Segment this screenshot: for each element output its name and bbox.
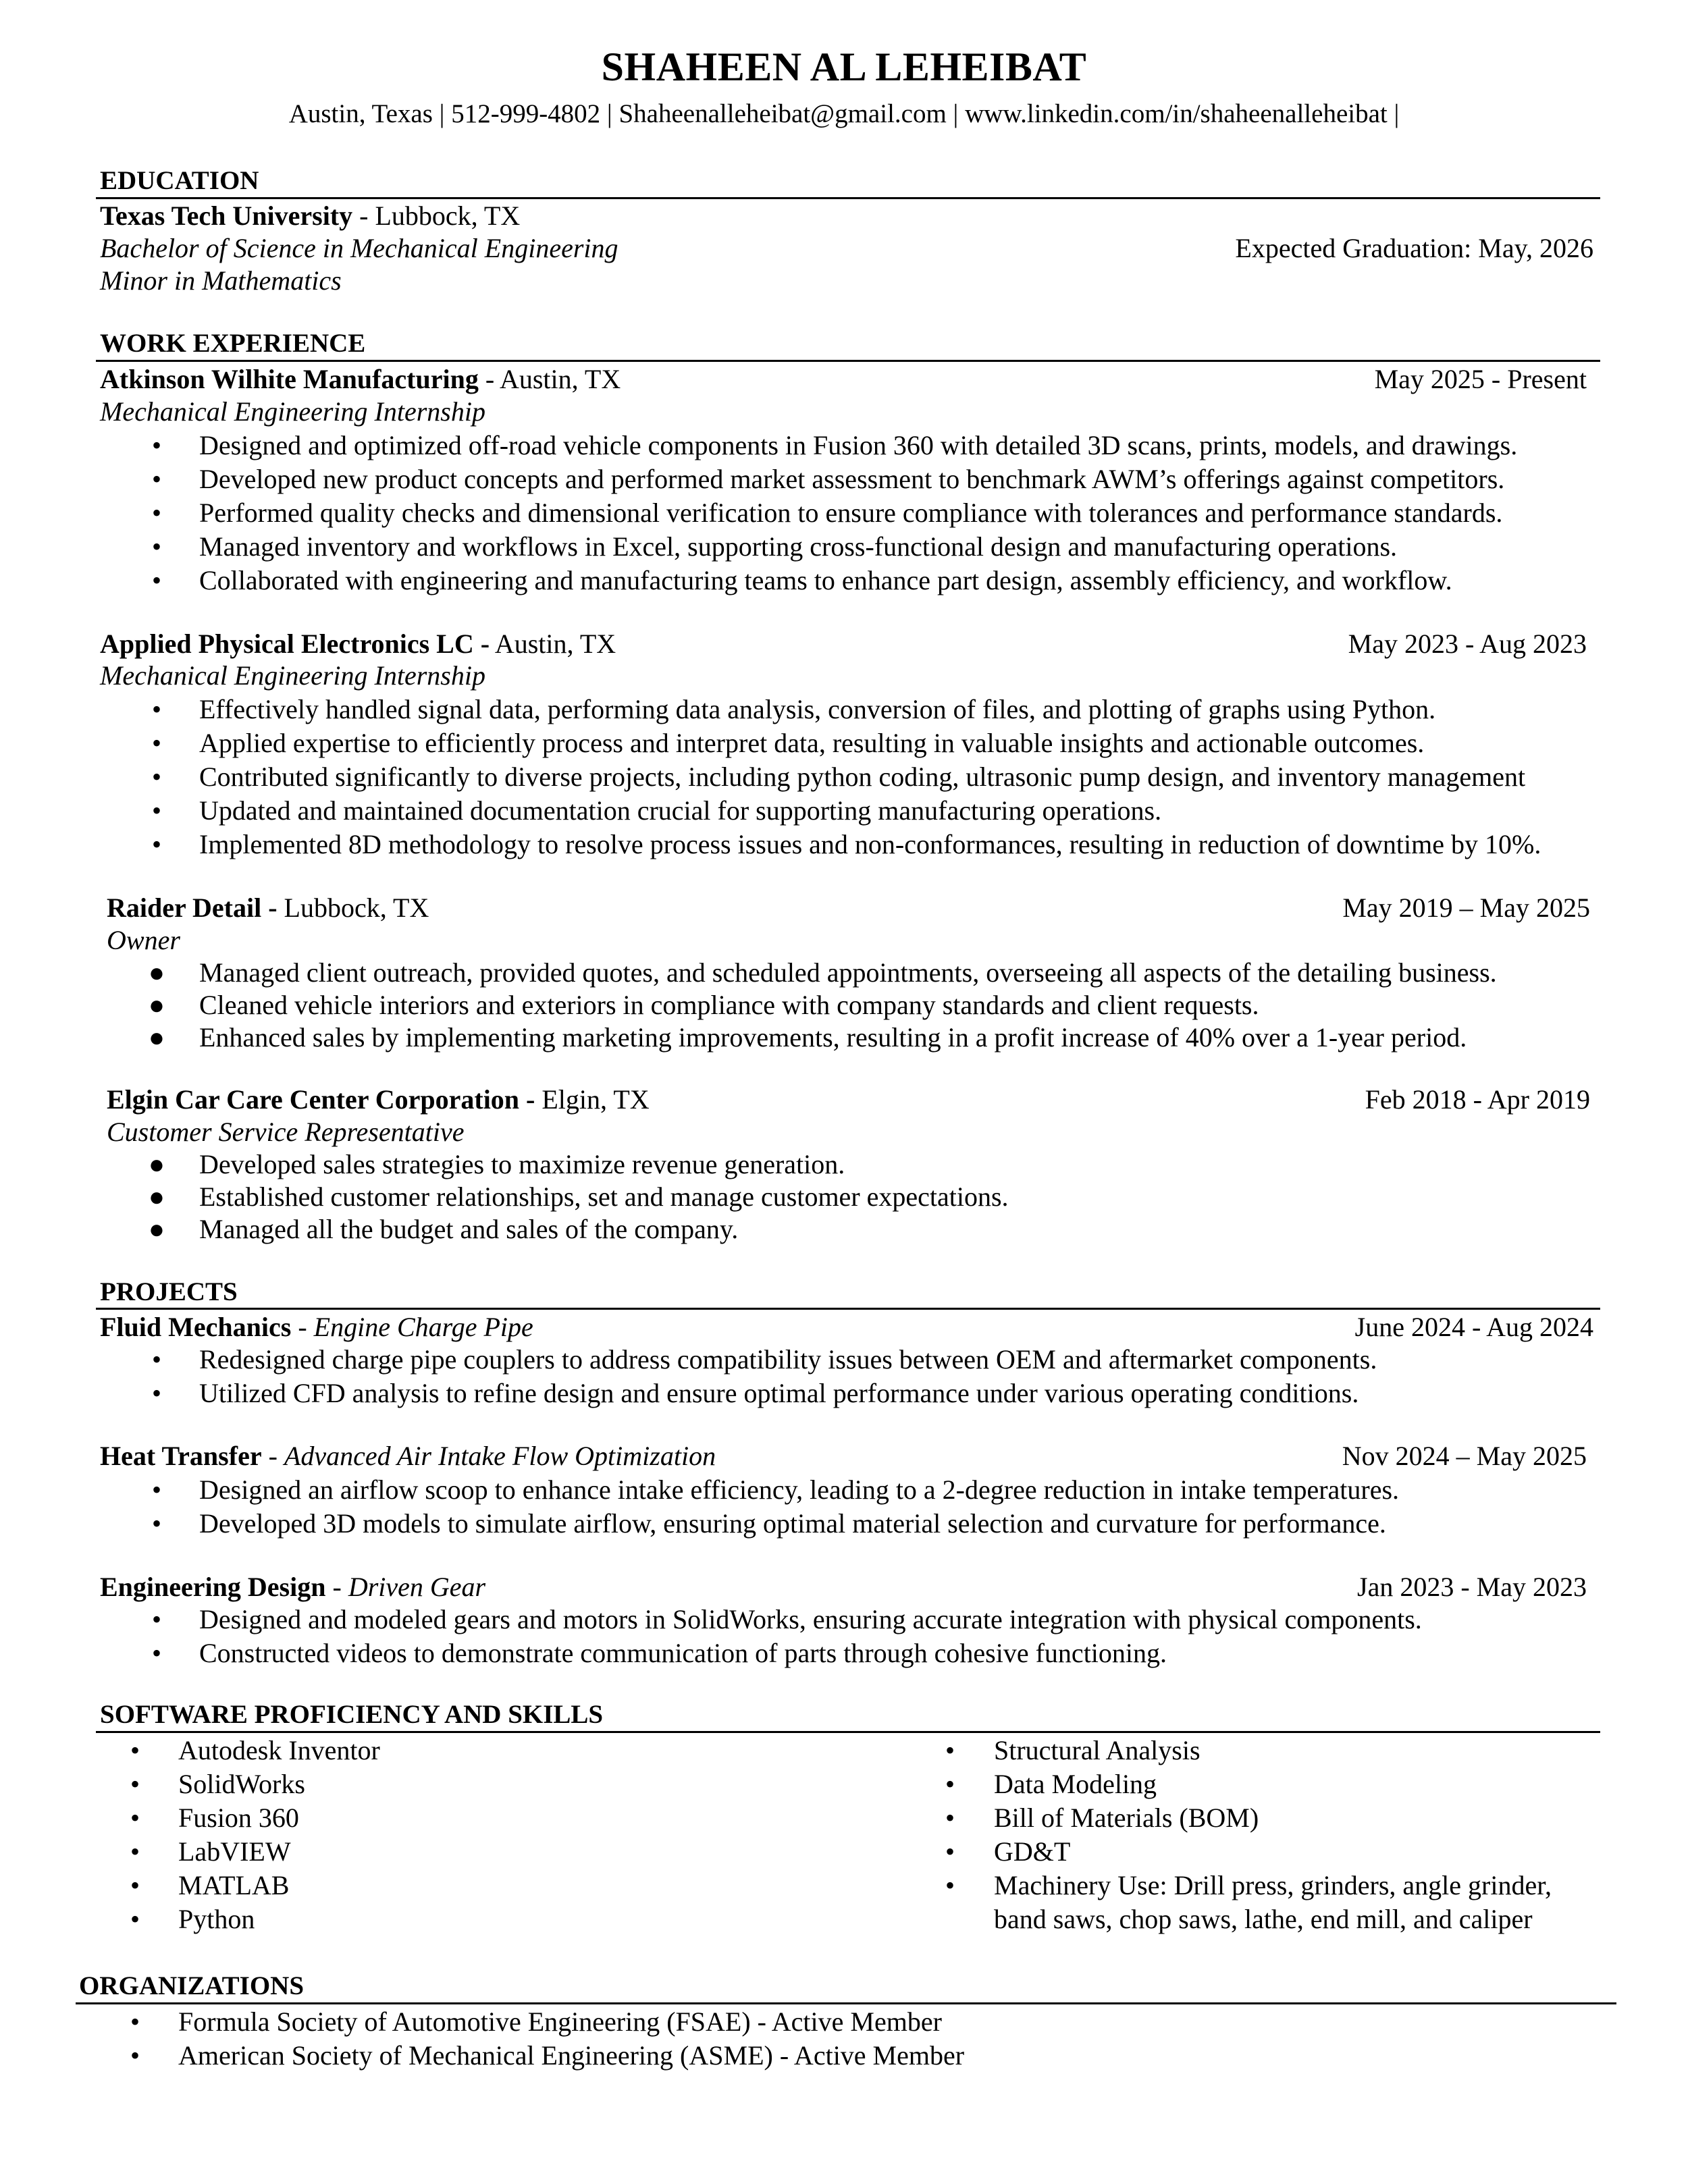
company-name: Raider Detail - (107, 893, 278, 923)
company-location: - Austin, TX (478, 364, 621, 394)
work-experience-rule (96, 360, 1600, 362)
job-role: Mechanical Engineering Internship (100, 660, 485, 691)
skills-rule (96, 1731, 1600, 1733)
bullet-dot: • (130, 2040, 140, 2071)
job-bullet: Designed and optimized off-road vehicle components in Fusion 360 with detailed 3D scans, prints, models, and drawings. (199, 430, 1518, 460)
job-bullet: Performed quality checks and dimensional verification to ensure compliance with tolerances and performance standards. (199, 498, 1503, 528)
contact-line: Austin, Texas | 512-999-4802 | Shaheenalleheibat@gmail.com | www.linkedin.com/in/shaheenalleheibat | (288, 99, 1400, 128)
project-separator: - (291, 1312, 314, 1342)
bullet-dot: • (130, 2006, 140, 2037)
skill-item: Machinery Use: Drill press, grinders, angle grinder, (994, 1870, 1552, 1900)
skill-item: Autodesk Inventor (178, 1735, 380, 1765)
bullet-dot: • (151, 565, 161, 595)
job-bullet: Cleaned vehicle interiors and exteriors in compliance with company standards and client requests. (199, 990, 1259, 1020)
job-role: Customer Service Representative (107, 1117, 465, 1147)
job-dates: Feb 2018 - Apr 2019 (1365, 1084, 1590, 1115)
project-course: Heat Transfer (100, 1441, 262, 1471)
job-header (107, 1083, 650, 1117)
bullet-dot: ● (148, 1149, 165, 1179)
organizations-rule (76, 2002, 1616, 2004)
skill-item-continuation: band saws, chop saws, lathe, end mill, and caliper (994, 1904, 1533, 1934)
project-bullet: Constructed videos to demonstrate communication of parts through cohesive functioning. (199, 1638, 1167, 1668)
bullet-dot: • (151, 795, 161, 826)
project-bullet: Developed 3D models to simulate airflow, ensuring optimal material selection and curvature for performance. (199, 1508, 1386, 1539)
graduation-date: Expected Graduation: May, 2026 (1235, 233, 1593, 263)
bullet-dot: • (130, 1769, 140, 1799)
skill-item: GD&T (994, 1836, 1071, 1867)
company-location: Austin, TX (490, 629, 616, 659)
education-heading: EDUCATION (100, 166, 259, 195)
job-role: Mechanical Engineering Internship (100, 396, 485, 427)
job-bullet: Developed new product concepts and performed market assessment to benchmark AWM’s offerings against competitors. (199, 464, 1505, 494)
bullet-dot: • (130, 1803, 140, 1833)
school-name: Texas Tech University (100, 201, 353, 231)
bullet-dot: • (151, 694, 161, 724)
job-header (100, 627, 616, 661)
project-dates: Nov 2024 – May 2025 (1342, 1441, 1587, 1471)
company-name: Atkinson Wilhite Manufacturing (100, 364, 479, 394)
job-dates: May 2025 - Present (1374, 364, 1587, 394)
bullet-dot: • (130, 1904, 140, 1934)
bullet-dot: ● (148, 1214, 165, 1244)
organization-item: American Society of Mechanical Engineering (ASME) - Active Member (178, 2040, 965, 2071)
candidate-name: SHAHEEN AL LEHEIBAT (601, 45, 1087, 89)
company-location: Elgin, TX (535, 1084, 650, 1115)
bullet-dot: ● (148, 1181, 165, 1212)
bullet-dot: • (151, 829, 161, 859)
skill-item: Bill of Materials (BOM) (994, 1803, 1259, 1833)
project-bullet: Utilized CFD analysis to refine design and ensure optimal performance under various operating conditions. (199, 1378, 1359, 1408)
job-role: Owner (107, 925, 180, 955)
bullet-dot: ● (148, 957, 165, 988)
project-course: Engineering Design (100, 1572, 326, 1602)
job-dates: May 2023 - Aug 2023 (1348, 629, 1587, 659)
project-header (100, 1439, 716, 1473)
skill-item: Structural Analysis (994, 1735, 1201, 1765)
job-bullet: Contributed significantly to diverse projects, including python coding, ultrasonic pump design, and inventory management (199, 762, 1526, 792)
projects-rule (96, 1308, 1600, 1310)
degree: Bachelor of Science in Mechanical Engineering (100, 233, 618, 263)
project-dates: June 2024 - Aug 2024 (1354, 1312, 1593, 1342)
project-dates: Jan 2023 - May 2023 (1357, 1572, 1587, 1602)
bullet-dot: • (945, 1836, 955, 1867)
bullet-dot: • (945, 1769, 955, 1799)
bullet-dot: • (151, 1344, 161, 1375)
bullet-dot: • (151, 464, 161, 494)
project-separator: - (325, 1572, 348, 1602)
project-bullet: Designed an airflow scoop to enhance intake efficiency, leading to a 2-degree reduction in intake temperatures. (199, 1474, 1400, 1505)
bullet-dot: • (151, 430, 161, 460)
school-location: - Lubbock, TX (352, 201, 521, 231)
skills-heading: SOFTWARE PROFICIENCY AND SKILLS (100, 1700, 604, 1729)
project-header (100, 1310, 533, 1344)
job-header (100, 363, 621, 396)
company-name: Elgin Car Care Center Corporation - (107, 1084, 535, 1115)
work-experience-heading: WORK EXPERIENCE (100, 329, 366, 358)
bullet-dot: • (151, 1474, 161, 1505)
projects-heading: PROJECTS (100, 1277, 238, 1306)
project-course: Fluid Mechanics (100, 1312, 292, 1342)
job-dates: May 2019 – May 2025 (1342, 893, 1590, 923)
bullet-dot: • (151, 1604, 161, 1634)
project-bullet: Redesigned charge pipe couplers to address compatibility issues between OEM and aftermarket components. (199, 1344, 1377, 1375)
job-bullet: Managed client outreach, provided quotes, and scheduled appointments, overseeing all aspects of the detailing business. (199, 957, 1497, 988)
project-name: Driven Gear (348, 1572, 486, 1602)
job-bullet: Updated and maintained documentation crucial for supporting manufacturing operations. (199, 795, 1162, 826)
company-location: Lubbock, TX (277, 893, 429, 923)
job-bullet: Implemented 8D methodology to resolve process issues and non-conformances, resulting in reduction of downtime by 10%. (199, 829, 1541, 859)
job-bullet: Developed sales strategies to maximize revenue generation. (199, 1149, 845, 1179)
skill-item: LabVIEW (178, 1836, 291, 1867)
skill-item: MATLAB (178, 1870, 290, 1900)
bullet-dot: • (151, 1378, 161, 1408)
organizations-heading: ORGANIZATIONS (79, 1971, 305, 2000)
bullet-dot: • (151, 1508, 161, 1539)
bullet-dot: • (945, 1735, 955, 1765)
job-bullet: Established customer relationships, set and manage customer expectations. (199, 1181, 1009, 1212)
bullet-dot: • (130, 1870, 140, 1900)
project-header (100, 1570, 485, 1604)
job-bullet: Applied expertise to efficiently process and interpret data, resulting in valuable insights and actionable outcomes. (199, 728, 1425, 758)
project-bullet: Designed and modeled gears and motors in SolidWorks, ensuring accurate integration with physical components. (199, 1604, 1422, 1634)
skill-item: Fusion 360 (178, 1803, 299, 1833)
bullet-dot: • (151, 498, 161, 528)
bullet-dot: • (945, 1870, 955, 1900)
bullet-dot: • (151, 728, 161, 758)
bullet-dot: • (151, 762, 161, 792)
job-bullet: Managed all the budget and sales of the company. (199, 1214, 739, 1244)
project-name: Engine Charge Pipe (313, 1312, 533, 1342)
skill-item: Python (178, 1904, 255, 1934)
job-bullet: Collaborated with engineering and manufacturing teams to enhance part design, assembly efficiency, and workflow. (199, 565, 1452, 595)
bullet-dot: • (130, 1735, 140, 1765)
job-bullet: Managed inventory and workflows in Excel, supporting cross-functional design and manufacturing operations. (199, 531, 1398, 562)
skill-item: Data Modeling (994, 1769, 1157, 1799)
skill-item: SolidWorks (178, 1769, 305, 1799)
education-school-line (100, 199, 520, 233)
minor: Minor in Mathematics (100, 265, 342, 296)
job-bullet: Enhanced sales by implementing marketing improvements, resulting in a profit increase of 40% over a 1-year period. (199, 1022, 1467, 1053)
project-name: Advanced Air Intake Flow Optimization (284, 1441, 716, 1471)
bullet-dot: ● (148, 1022, 165, 1053)
organization-item: Formula Society of Automotive Engineering (FSAE) - Active Member (178, 2006, 942, 2037)
job-bullet: Effectively handled signal data, performing data analysis, conversion of files, and plotting of graphs using Python. (199, 694, 1436, 724)
bullet-dot: • (945, 1803, 955, 1833)
bullet-dot: • (151, 531, 161, 562)
project-separator: - (261, 1441, 284, 1471)
company-name: Applied Physical Electronics LC - (100, 629, 490, 659)
bullet-dot: ● (148, 990, 165, 1020)
bullet-dot: • (130, 1836, 140, 1867)
bullet-dot: • (151, 1638, 161, 1668)
job-header (107, 891, 429, 925)
